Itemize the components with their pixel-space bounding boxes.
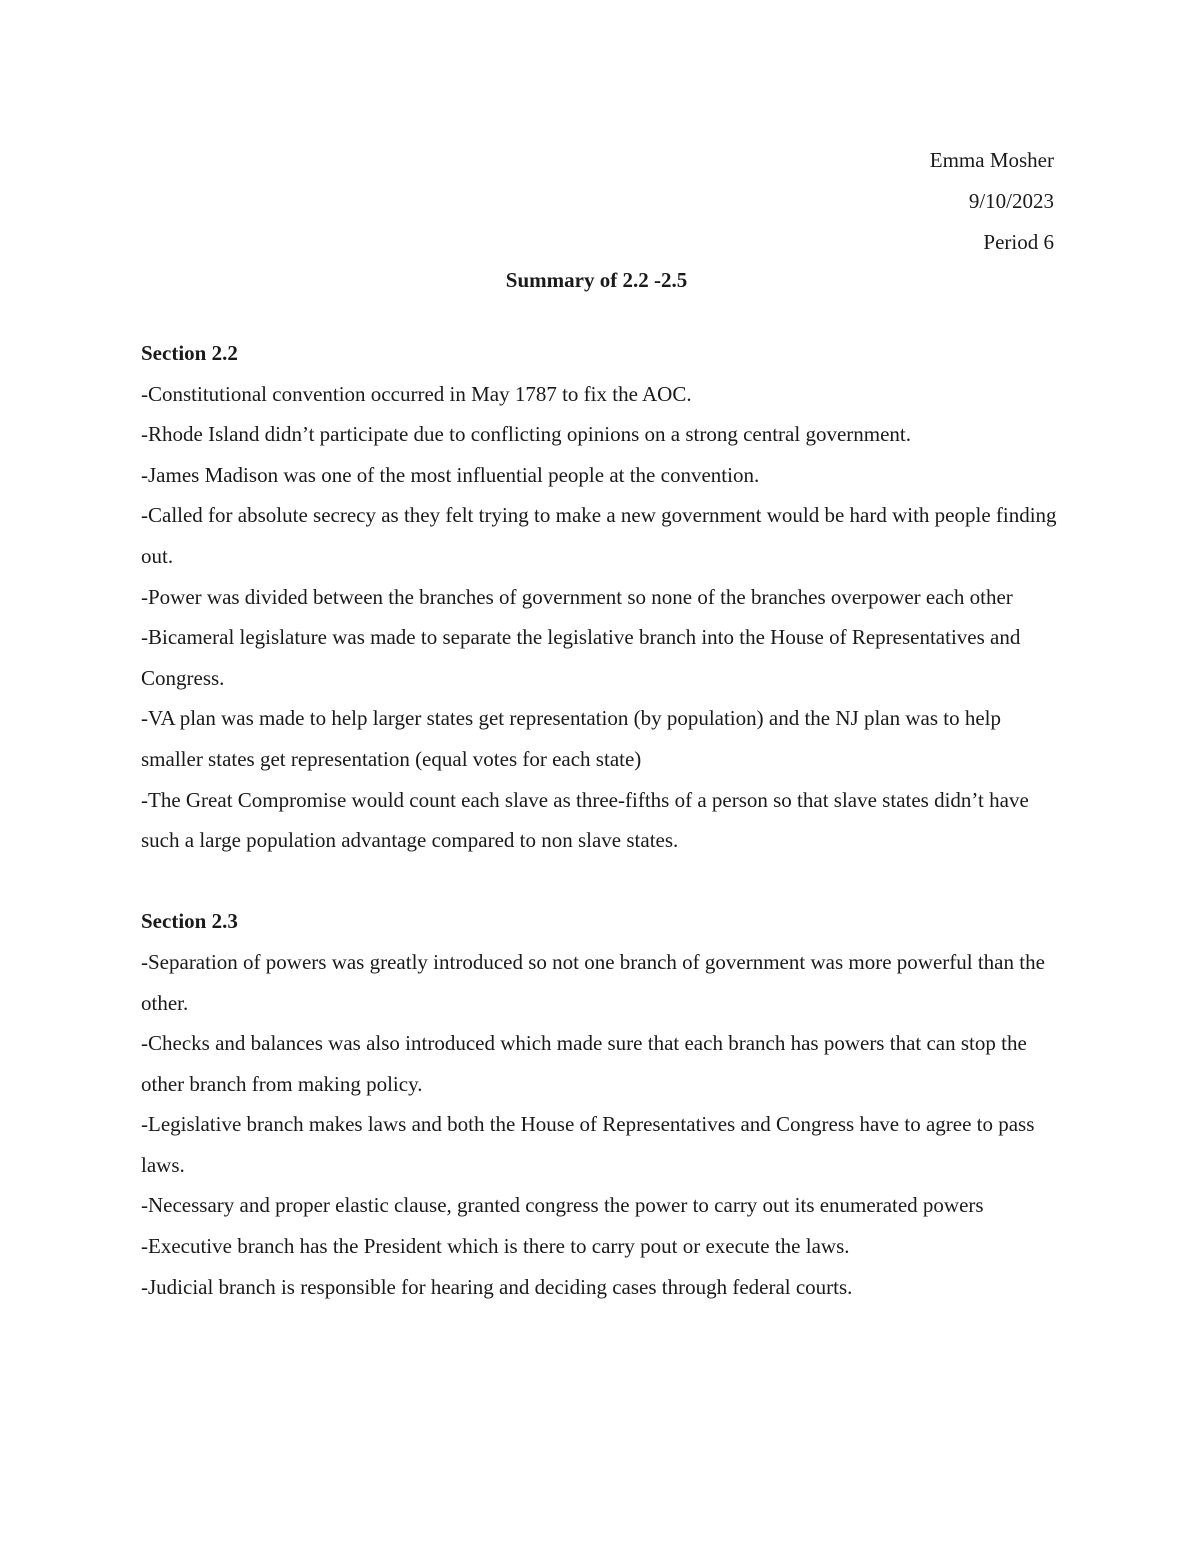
section-heading: Section 2.2 [141,341,238,365]
list-item: -The Great Compromise would count each slave as three-fifths of a person so that slave states didn’t have such a large population advantage compared to non slave states. [141,787,1029,853]
list-item: -James Madison was one of the most influential people at the convention. [141,462,760,487]
list-item: -Constitutional convention occurred in May 1787 to fix the AOC. [141,381,692,406]
list-item: -Judicial branch is responsible for hearing and deciding cases through federal courts. [141,1274,853,1299]
list-item: -Power was divided between the branches of government so none of the branches overpower each other [141,584,1013,609]
list-item: -Rhode Island didn’t participate due to conflicting opinions on a strong central government. [141,422,912,447]
list-item: -Necessary and proper elastic clause, granted congress the power to carry out its enumerated powers [141,1193,984,1218]
list-item: -Separation of powers was greatly introduced so not one branch of government was more powerful than the other. [141,949,1045,1015]
assignment-date: 9/10/2023 [968,189,1054,213]
list-item: -Checks and balances was also introduced which made sure that each branch has powers that can stop the other branch from making policy. [141,1031,1027,1096]
section-2-3 [141,901,1066,1307]
student-info [930,140,1054,263]
list-item: -Bicameral legislature was made to separate the legislative branch into the House of Representatives and Congress. [141,625,1021,690]
list-item: -Legislative branch makes laws and both the House of Representatives and Congress have to agree to pass laws. [141,1112,1035,1177]
section-heading: Section 2.3 [141,909,238,934]
document-body [141,333,1066,1307]
section-2-2 [141,333,1066,861]
class-period: Period 6 [983,230,1054,254]
student-name: Emma Mosher [929,148,1054,172]
list-item: -Executive branch has the President which is there to carry pout or execute the laws. [141,1234,850,1259]
list-item: -Called for absolute secrecy as they felt trying to make a new government would be hard with people finding out. [141,503,1057,568]
list-item: -VA plan was made to help larger states get representation (by population) and the NJ plan was to help smaller states get representation (equal votes for each state) [141,706,1002,771]
document-title: Summary of 2.2 -2.5 [505,268,688,292]
